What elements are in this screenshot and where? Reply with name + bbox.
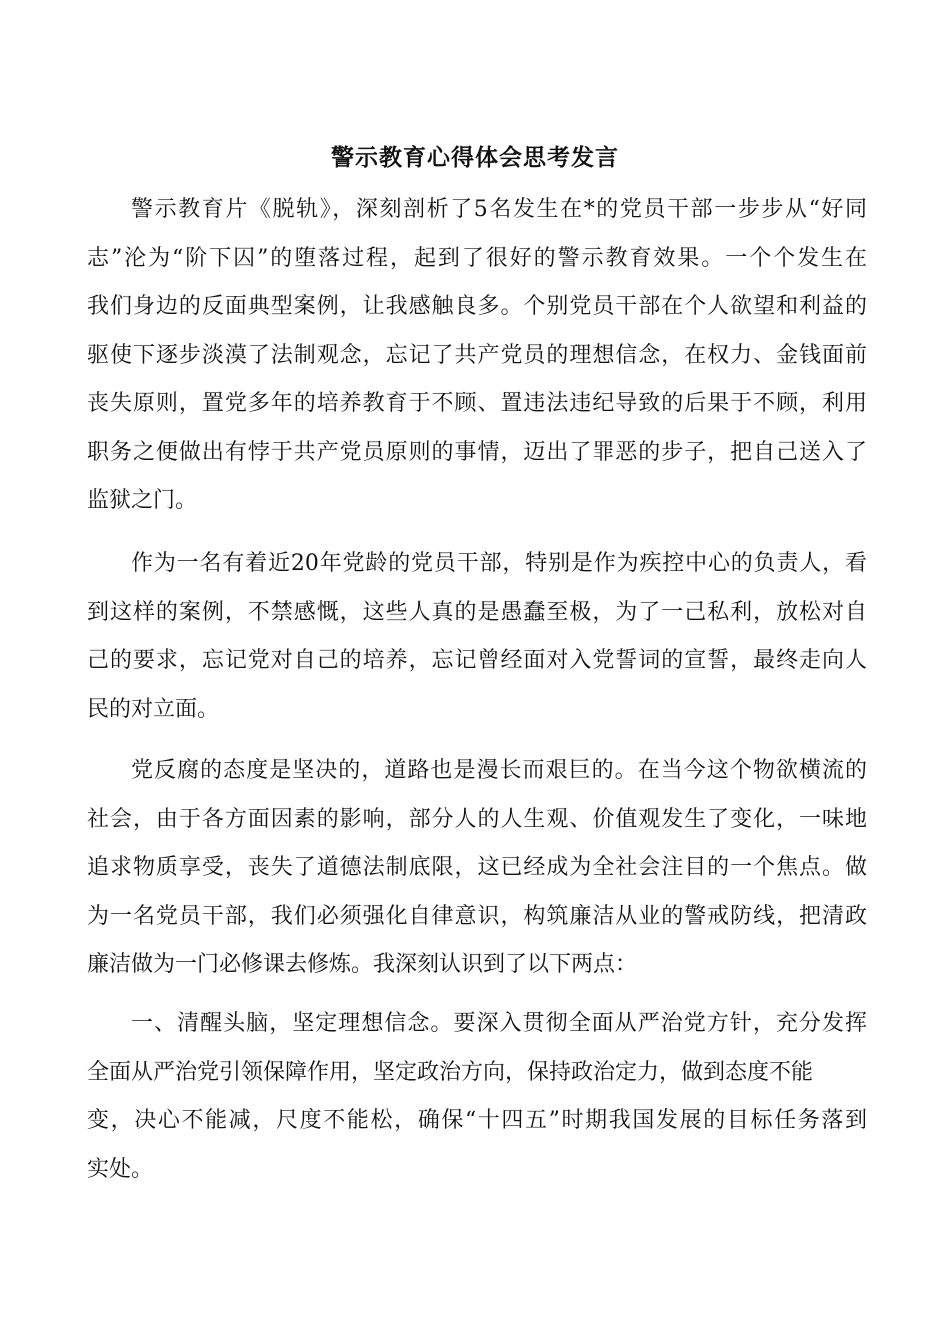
paragraph-line: 警示教育片《脱轨》，深刻剖析了5名发生在*的党员干部一步步从“好同 <box>131 197 867 222</box>
document-title: 警示教育心得体会思考发言 <box>331 144 619 171</box>
paragraph-line: 职务之便做出有悖于共产党员原则的事情，迈出了罪恶的步子，把自己送入了 <box>87 439 867 465</box>
paragraph-3 <box>87 747 867 990</box>
paragraph-line: 我们身边的反面典型案例，让我感触良多。个别党员干部在个人欲望和利益的 <box>87 294 867 319</box>
paragraph-line: 丧失原则，置党多年的培养教育于不顾、置违法违纪导致的后果于不顾，利用 <box>87 391 867 416</box>
paragraph-line: 到这样的案例，不禁感慨，这些人真的是愚蠢至极，为了一己私利，放松对自 <box>87 599 867 625</box>
paragraph-line: 为一名党员干部，我们必须强化自律意识，构筑廉洁从业的警戒防线，把清政 <box>87 903 867 929</box>
paragraph-2 <box>87 540 867 734</box>
paragraph-line: 党反腐的态度是坚决的，道路也是漫长而艰巨的。在当今这个物欲横流的 <box>131 758 867 783</box>
paragraph-line: 廉洁做为一门必修课去修炼。我深刻认识到了以下两点： <box>87 952 638 977</box>
paragraph-line: 志”沦为“阶下囚”的堕落过程，起到了很好的警示教育效果。一个个发生在 <box>87 245 867 271</box>
paragraph-line: 监狱之门。 <box>87 488 198 513</box>
paragraph-line: 驱使下逐步淡漠了法制观念，忘记了共产党员的理想信念，在权力、金钱面前 <box>87 342 867 368</box>
paragraph-line: 己的要求，忘记党对自己的培养，忘记曾经面对入党誓词的宣誓，最终走向人 <box>87 648 867 673</box>
paragraph-line: 作为一名有着近20年党龄的党员干部，特别是作为疾控中心的负责人，看 <box>131 551 867 576</box>
paragraph-line: 民的对立面。 <box>87 696 220 722</box>
paragraph-line: 社会，由于各方面因素的影响，部分人的人生观、价值观发生了变化，一味地 <box>87 806 867 832</box>
paragraph-line: 全面从严治党引领保障作用，坚定政治方向，保持政治定力，做到态度不能 <box>87 1059 814 1085</box>
paragraph-1 <box>87 186 867 526</box>
paragraph-line: 一、清醒头脑，坚定理想信念。要深入贯彻全面从严治党方针，充分发挥 <box>131 1011 867 1036</box>
paragraph-line: 追求物质享受，丧失了道德法制底限，这已经成为全社会注目的一个焦点。做 <box>87 855 867 880</box>
paragraph-line: 变，决心不能减，尺度不能松，确保“十四五”时期我国发展的目标任务落到 <box>87 1108 867 1133</box>
paragraph-line: 实处。 <box>87 1156 154 1182</box>
paragraph-4 <box>87 1000 867 1194</box>
